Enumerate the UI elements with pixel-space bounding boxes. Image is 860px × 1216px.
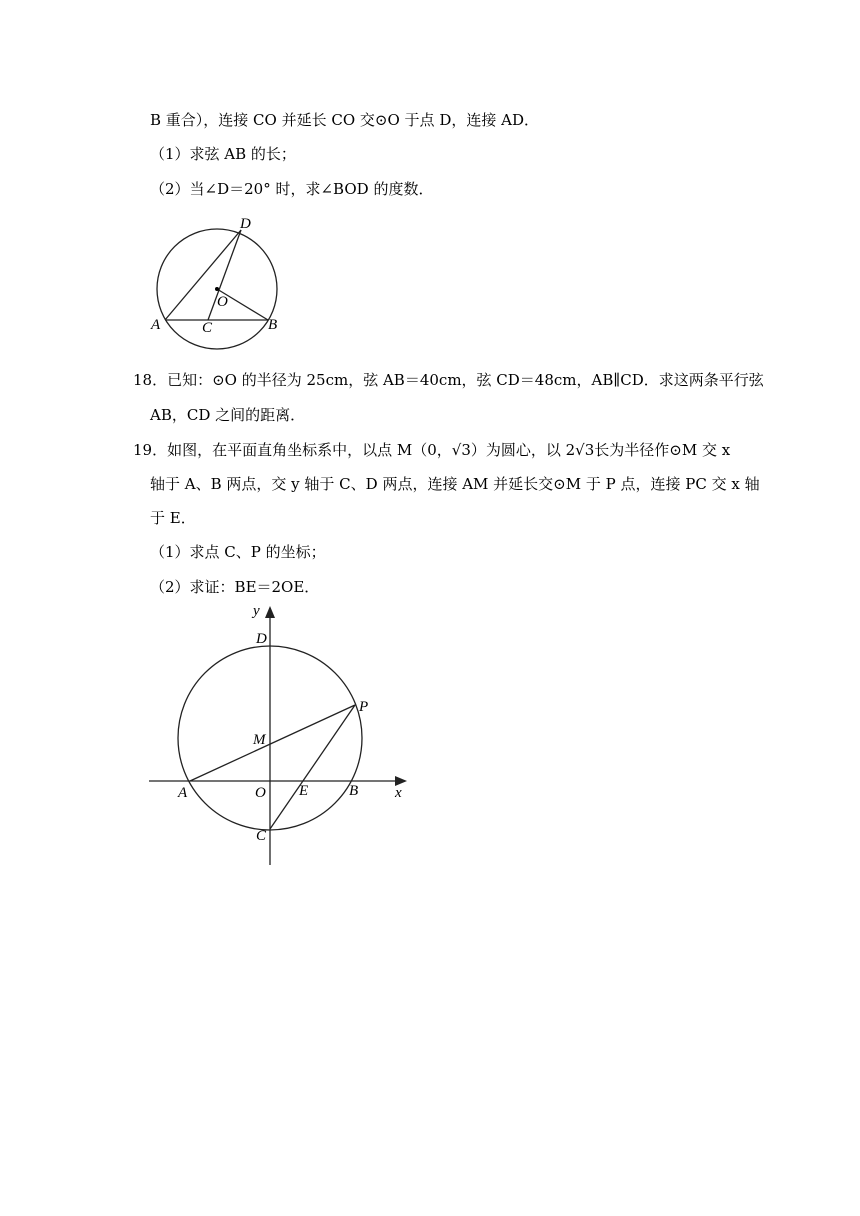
label-c: C — [256, 828, 267, 844]
label-m: M — [253, 732, 266, 748]
q19-text-line1: 19．如图，在平面直角坐标系中，以点 M（0，√3）为圆心，以 2√3长为半径作⊙M 交 x — [133, 441, 731, 459]
q19-text-line3: 于 E． — [150, 509, 196, 527]
q18-text-line1: 18．已知：⊙O 的半径为 25cm，弦 AB＝40cm，弦 CD＝48cm，AB∥CD．求这两条平行弦 — [133, 371, 764, 389]
q17-circle-figure — [145, 212, 295, 360]
label-x: x — [395, 785, 402, 801]
q18-text-line2: AB，CD 之间的距离． — [150, 406, 306, 424]
label-p: P — [359, 699, 369, 715]
label-d: D — [256, 631, 267, 647]
q19-text-line2: 轴于 A、B 两点，交 y 轴于 C、D 两点，连接 AM 并延长交⊙M 于 P 点，连接 PC 交 x 轴 — [150, 475, 760, 493]
segment-pc — [270, 705, 355, 829]
label-a: A — [151, 317, 161, 333]
label-c: C — [202, 320, 213, 336]
segment-ad — [165, 230, 241, 320]
label-b: B — [349, 783, 359, 799]
label-o: O — [255, 785, 266, 801]
label-a: A — [178, 785, 188, 801]
label-y: y — [253, 603, 260, 619]
q17-part2: （2）当∠D＝20° 时，求∠BOD 的度数． — [150, 180, 434, 198]
y-axis-arrow — [265, 606, 275, 618]
center-point-o — [215, 287, 219, 291]
q19-part1: （1）求点 C、P 的坐标； — [150, 543, 326, 561]
q19-coordinate-figure — [145, 600, 415, 868]
segment-ap — [190, 705, 355, 781]
label-d: D — [240, 216, 251, 232]
q17-text-line1: B 重合），连接 CO 并延长 CO 交⊙O 于点 D，连接 AD． — [150, 111, 539, 129]
label-e: E — [299, 783, 309, 799]
label-o: O — [217, 294, 228, 310]
q19-part2: （2）求证：BE＝2OE． — [150, 578, 320, 596]
q17-part1: （1）求弦 AB 的长； — [150, 145, 296, 163]
label-b: B — [268, 317, 278, 333]
